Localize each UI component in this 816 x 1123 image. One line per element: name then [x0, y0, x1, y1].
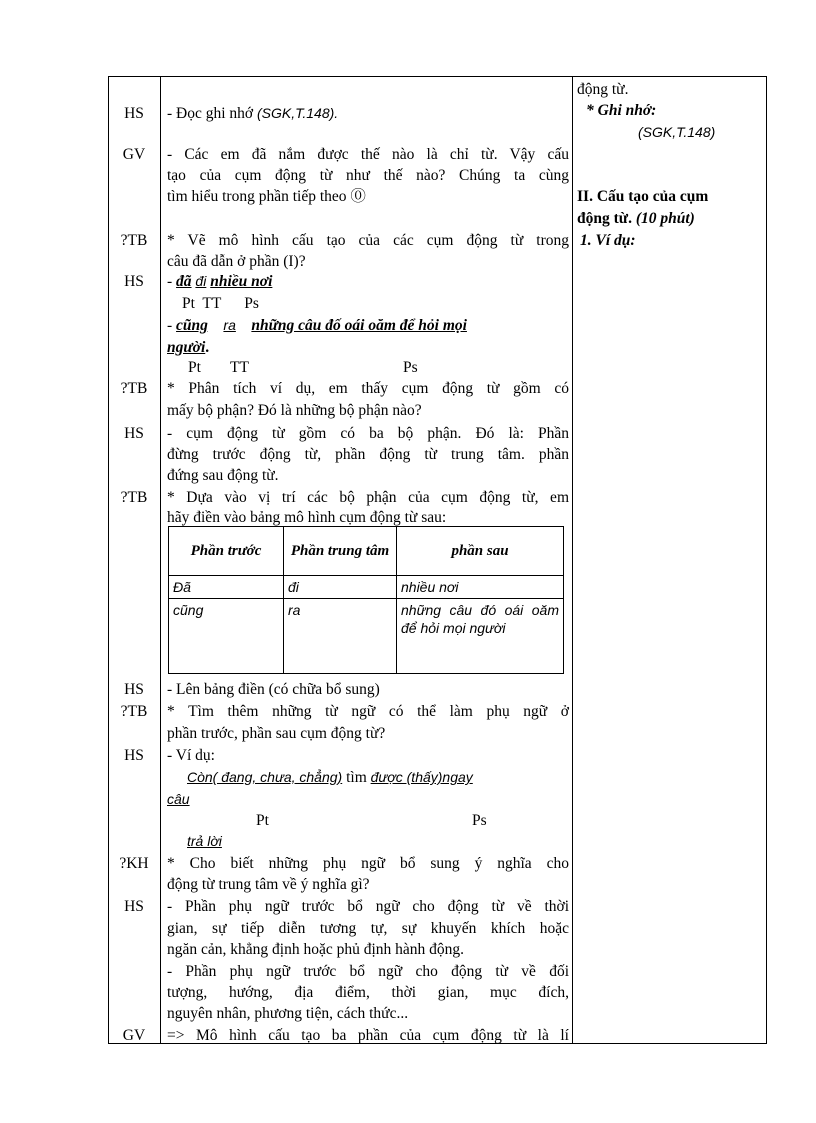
question-3-line-2: hãy điền vào bảng mô hình cụm động từ sau:	[167, 509, 447, 526]
example-2-label-pt: Pt	[188, 359, 201, 376]
example-1-center: đi	[195, 273, 207, 289]
answer-4-label: - Ví dụ:	[167, 747, 215, 764]
speaker-label: ?TB	[120, 489, 148, 506]
answer-4-label-ps: Ps	[472, 812, 487, 829]
column-divider-1	[160, 76, 161, 1044]
table-cell: cũng	[169, 599, 284, 674]
verb-phrase-model-table	[168, 526, 564, 674]
answer-3-line: - Lên bảng điền (có chữa bổ sung)	[167, 681, 380, 698]
speaker-label: ?KH	[119, 855, 149, 872]
section-title-line-2	[577, 209, 763, 228]
answer-4-post-2: câu	[167, 791, 190, 807]
question-2-line-2: mấy bộ phận? Đó là những bộ phận nào?	[167, 402, 422, 419]
example-section-label: 1. Ví dụ:	[580, 232, 636, 249]
answer-2-line-3: đứng sau động từ.	[167, 467, 279, 484]
answer-4-post-3: trả lời	[187, 833, 222, 849]
example-1-labels: Pt TT Ps	[182, 295, 259, 312]
question-4-line-2: phần trước, phần sau cụm động từ?	[167, 725, 386, 742]
answer-4-center: tìm	[342, 769, 371, 786]
speaker-label: ?TB	[120, 703, 148, 720]
answer-5-line-2: gian, sự tiếp diễn tương tự, sự khuyến khích hoặc	[167, 920, 569, 937]
example-2-pre: cũng	[176, 317, 208, 334]
answer-5-line-1: - Phần phụ ngữ trước bổ ngữ cho động từ về thời	[167, 898, 569, 915]
answer-5-line-6: nguyên nhân, phương tiện, cách thức...	[167, 1005, 409, 1022]
example-1-pre: đã	[176, 273, 192, 290]
answer-2-line-1: - cụm động từ gồm có ba bộ phận. Đó là: Phần	[167, 425, 569, 442]
question-1-line-2: câu đã dẫn ở phần (I)?	[167, 253, 306, 270]
answer-2-line-2: đừng trước động từ, phần động từ trung tâm. phần	[167, 446, 569, 463]
speaker-label: GV	[122, 146, 146, 163]
example-2-line	[167, 316, 569, 335]
section-time: (10 phút)	[635, 210, 695, 227]
ghi-nho-reference: (SGK,T.148)	[638, 124, 716, 140]
table-header: Phần trung tâm	[284, 527, 397, 576]
answer-5-line-4: - Phần phụ ngữ trước bổ ngữ cho động từ về đối	[167, 963, 569, 980]
section-title-text: động từ.	[577, 210, 636, 227]
gv-intro-line-2: tạo của cụm động từ như thế nào? Chúng ta cùng	[167, 167, 569, 184]
right-note-line-1: động từ.	[577, 81, 629, 98]
question-2-line-1: * Phân tích ví dụ, em thấy cụm động từ gồm có	[167, 380, 569, 397]
gv-intro-line-1: - Các em đã nắm được thế nào là chỉ từ. Vậy cấu	[167, 146, 569, 163]
answer-5-line-5: tượng, hướng, địa điểm, thời gian, mục đích,	[167, 984, 569, 1001]
table-row	[169, 576, 564, 599]
read-note-line	[167, 104, 569, 123]
read-note-text: - Đọc ghi nhớ	[167, 105, 257, 122]
question-3-line-1: * Dựa vào vị trí các bộ phận của cụm động từ, em	[167, 489, 569, 506]
ghi-nho-label: * Ghi nhớ:	[586, 102, 657, 119]
table-row	[169, 599, 564, 674]
example-2-line-2	[167, 338, 569, 357]
table-cell: đi	[284, 576, 397, 599]
speaker-label: HS	[124, 105, 144, 122]
answer-5-line-3: ngăn cản, khẳng định hoặc phủ định hành động.	[167, 941, 465, 958]
section-title-line-1: II. Cấu tạo của cụm	[577, 188, 709, 205]
speaker-label: HS	[124, 681, 144, 698]
answer-4-line-3	[187, 832, 222, 851]
gv-conclusion-line: => Mô hình cấu tạo ba phần của cụm động từ là lí	[167, 1027, 569, 1044]
example-1-post: nhiều nơi	[210, 273, 273, 290]
example-2-post: những câu đố oái oăm để hỏi mọi	[251, 317, 467, 334]
example-2-dash: -	[167, 317, 177, 334]
example-2-label-ps: Ps	[403, 359, 418, 376]
column-divider-2	[572, 76, 573, 1044]
table-header: Phần trước	[169, 527, 284, 576]
speaker-label: HS	[124, 747, 144, 764]
table-header: phần sau	[397, 527, 564, 576]
answer-4-post: được (thấy)ngay	[370, 769, 473, 785]
speaker-label: GV	[122, 1027, 146, 1044]
example-1-line	[167, 272, 569, 291]
answer-4-example-line	[187, 768, 569, 787]
example-1-dash: -	[167, 273, 177, 290]
gv-intro-line-3: tìm hiểu trong phần tiếp theo ⓪	[167, 188, 366, 205]
answer-4-line-2	[167, 790, 569, 809]
table-cell: nhiều nơi	[397, 576, 564, 599]
table-cell: Đã	[169, 576, 284, 599]
question-5-line-1: * Cho biết những phụ ngữ bổ sung ý nghĩa cho	[167, 855, 569, 872]
question-5-line-2: động từ trung tâm về ý nghĩa gì?	[167, 876, 370, 893]
speaker-label: HS	[124, 425, 144, 442]
table-cell: những câu đó oái oăm để hỏi mọi người	[397, 599, 564, 674]
example-2-post-end: người	[167, 339, 206, 356]
speaker-label: HS	[124, 898, 144, 915]
question-4-line-1: * Tìm thêm những từ ngữ có thể làm phụ ngữ ở	[167, 703, 569, 720]
table-header-row	[169, 527, 564, 576]
question-1-line-1: * Vẽ mô hình cấu tạo của các cụm động từ trong	[167, 232, 569, 249]
example-2-dot: .	[205, 339, 210, 356]
speaker-label: HS	[124, 273, 144, 290]
table-cell: ra	[284, 599, 397, 674]
example-2-center: ra	[223, 317, 236, 333]
answer-4-label-pt: Pt	[256, 812, 269, 829]
example-2-label-tt: TT	[230, 359, 249, 376]
answer-4-pre: Còn( đang, chưa, chẳng)	[187, 769, 343, 785]
read-note-ref: (SGK,T.148).	[257, 105, 339, 121]
speaker-label: ?TB	[120, 380, 148, 397]
speaker-label: ?TB	[120, 232, 148, 249]
